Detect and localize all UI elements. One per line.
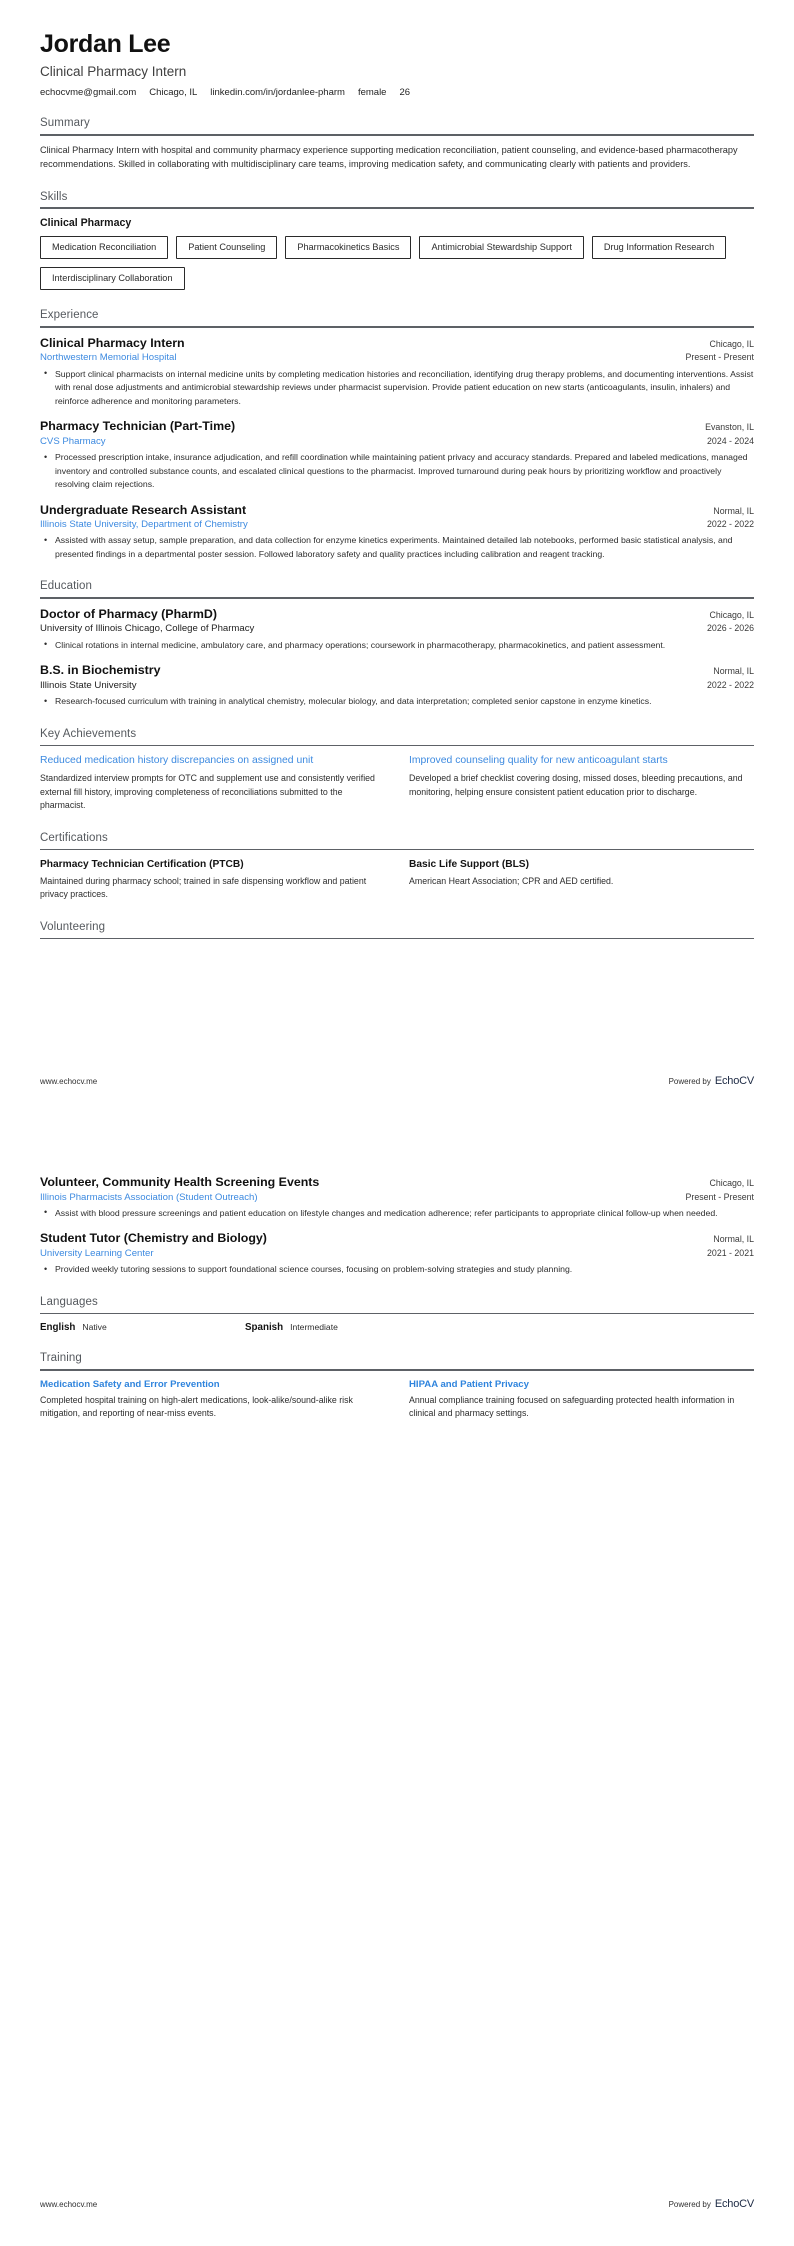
bullet-item: • Processed prescription intake, insurance adjudication, and refill coordination while maintaining patient privacy and accuracy standards. Prepared and labeled medications, managed inventory and controlled substance counts, and escalated clinical questions to the pharmacist. Improved turnaround during peak hours by prioritizing workflow and proactively resolving claim rejections. xyxy=(53,451,754,491)
language-level: Intermediate xyxy=(290,1322,338,1333)
education-bullets xyxy=(40,695,754,708)
volunteering-organization[interactable]: University Learning Center xyxy=(40,1247,154,1259)
experience-bullets xyxy=(40,451,754,491)
education-dates: 2022 - 2022 xyxy=(707,679,754,690)
certification-title: Basic Life Support (BLS) xyxy=(409,859,529,871)
footer-powered-label: Powered by xyxy=(668,2200,711,2209)
section-title-skills: Skills xyxy=(40,190,68,203)
volunteering-entry xyxy=(40,1231,754,1276)
experience-role: Pharmacy Technician (Part-Time) xyxy=(40,419,236,434)
experience-dates: 2022 - 2022 xyxy=(707,519,754,529)
footer-url[interactable]: www.echocv.me xyxy=(40,1077,98,1086)
contact-location: Chicago, IL xyxy=(149,87,198,99)
experience-dates: 2024 - 2024 xyxy=(707,435,754,446)
candidate-headline: Clinical Pharmacy Intern xyxy=(40,63,187,79)
certification-description: American Heart Association; CPR and AED certified. xyxy=(409,875,614,886)
achievement-item xyxy=(409,754,754,813)
achievement-description: Developed a brief checklist covering dosing, missed doses, bleeding precautions, and monitoring, helping ensure consistent patient education prior to discharge. xyxy=(409,773,743,797)
education-location: Normal, IL xyxy=(713,666,754,677)
footer-powered-label: Powered by xyxy=(668,1077,711,1086)
section-divider xyxy=(40,326,754,328)
training-description: Completed hospital training on high-alert medications, look-alike/sound-alike risk mitigation, and reporting of near-miss events. xyxy=(40,1394,353,1419)
volunteering-location: Normal, IL xyxy=(713,1234,754,1245)
language-item xyxy=(245,1322,450,1333)
experience-entry xyxy=(40,336,754,408)
skill-tag[interactable]: Medication Reconciliation xyxy=(40,236,168,259)
section-skills xyxy=(40,191,754,291)
training-description: Annual compliance training focused on safeguarding protected health information in clinical and pharmacy settings. xyxy=(409,1394,735,1419)
languages-row xyxy=(40,1322,754,1333)
contact-gender: female xyxy=(357,87,387,99)
experience-role: Undergraduate Research Assistant xyxy=(40,502,247,517)
section-title-certifications: Certifications xyxy=(40,832,108,845)
footer-powered-by xyxy=(669,1075,754,1087)
language-item xyxy=(40,1322,245,1333)
contact-row xyxy=(40,87,754,98)
achievement-description: Standardized interview prompts for OTC and supplement use and consistently verified external fill history, improving completeness of reconciliations submitted to the pharmacist. xyxy=(40,773,375,811)
section-training xyxy=(40,1352,754,1421)
achievement-item xyxy=(40,754,385,813)
section-divider xyxy=(40,207,754,209)
footer-brand[interactable]: EchoCV xyxy=(714,2198,754,2210)
language-name: Spanish xyxy=(245,1322,284,1334)
education-degree: B.S. in Biochemistry xyxy=(40,663,161,678)
experience-entry xyxy=(40,503,754,562)
section-title-education: Education xyxy=(40,580,93,593)
language-level: Native xyxy=(82,1322,107,1333)
achievement-title[interactable]: Reduced medication history discrepancies on assigned unit xyxy=(40,755,314,767)
section-divider xyxy=(40,745,754,747)
certification-item xyxy=(409,858,754,902)
section-title-languages: Languages xyxy=(40,1295,98,1308)
volunteering-role: Student Tutor (Chemistry and Biology) xyxy=(40,1231,267,1246)
page-footer xyxy=(40,1075,754,1087)
experience-organization[interactable]: Illinois State University, Department of Chemistry xyxy=(40,519,248,530)
candidate-name: Jordan Lee xyxy=(40,30,171,58)
certification-description: Maintained during pharmacy school; trained in safe dispensing workflow and patient privacy practices. xyxy=(40,875,367,900)
achievement-title[interactable]: Improved counseling quality for new anticoagulant starts xyxy=(409,755,668,767)
experience-bullets xyxy=(40,368,754,408)
section-education xyxy=(40,580,754,708)
section-title-training: Training xyxy=(40,1352,82,1365)
bullet-item: • Assisted with assay setup, sample preparation, and data collection for enzyme kinetics experiments. Maintained detailed lab notebooks, performed basic statistical analysis, and presented findings in a departmental poster session. Followed laboratory safety and quality practices including calibration and reagent tracking. xyxy=(53,534,754,561)
education-entry xyxy=(40,663,754,708)
certification-item xyxy=(40,858,385,902)
skill-tag[interactable]: Pharmacokinetics Basics xyxy=(285,236,411,259)
page-footer xyxy=(40,2198,754,2210)
education-dates: 2026 - 2026 xyxy=(707,623,754,634)
volunteering-bullets xyxy=(40,1263,754,1276)
education-bullets xyxy=(40,639,754,652)
section-divider xyxy=(40,1313,754,1315)
bullet-item: • Clinical rotations in internal medicine, ambulatory care, and pharmacy operations; coursework in pharmacotherapy, pharmacokinetics, and patient assessment. xyxy=(53,639,754,652)
education-degree: Doctor of Pharmacy (PharmD) xyxy=(40,606,217,621)
contact-email[interactable]: echocvme@gmail.com xyxy=(40,87,137,99)
section-languages xyxy=(40,1296,754,1333)
experience-role: Clinical Pharmacy Intern xyxy=(40,335,185,350)
section-title-summary: Summary xyxy=(40,117,90,130)
education-institution: University of Illinois Chicago, College of Pharmacy xyxy=(40,623,255,635)
summary-text: Clinical Pharmacy Intern with hospital and community pharmacy experience supporting medication reconciliation, patient counseling, and evidence-based pharmacotherapy recommendations. Skilled in collaborating with multidisciplinary care teams, improving medication safety, and communicating clearly with patients and providers. xyxy=(40,144,738,169)
section-title-volunteering: Volunteering xyxy=(40,920,106,933)
section-title-key-achievements: Key Achievements xyxy=(40,727,137,740)
section-volunteering xyxy=(40,1175,754,1277)
section-title-experience: Experience xyxy=(40,309,99,322)
section-volunteering-heading xyxy=(40,921,754,939)
volunteering-role: Volunteer, Community Health Screening Events xyxy=(40,1175,320,1189)
bullet-item: • Assist with blood pressure screenings and patient education on lifestyle changes and medication adherence; refer participants to appropriate clinical follow-up when needed. xyxy=(53,1207,754,1220)
resume-page-2 xyxy=(0,1123,794,2246)
education-location: Chicago, IL xyxy=(709,609,754,620)
section-summary xyxy=(40,117,754,171)
skill-group-name: Clinical Pharmacy xyxy=(40,217,132,230)
section-key-achievements xyxy=(40,728,754,813)
achievements-grid xyxy=(40,754,754,813)
footer-url[interactable]: www.echocv.me xyxy=(40,2200,98,2209)
skill-group xyxy=(40,217,754,290)
experience-organization[interactable]: Northwestern Memorial Hospital xyxy=(40,352,177,364)
certifications-grid xyxy=(40,858,754,902)
skill-tag[interactable]: Drug Information Research xyxy=(592,236,726,259)
language-name: English xyxy=(40,1322,76,1334)
experience-bullets xyxy=(40,534,754,561)
training-item xyxy=(409,1379,754,1421)
footer-powered-by xyxy=(669,2198,754,2210)
skill-tag-row xyxy=(40,236,754,290)
certification-title: Pharmacy Technician Certification (PTCB) xyxy=(40,859,244,871)
volunteering-entry xyxy=(40,1175,754,1220)
education-institution: Illinois State University xyxy=(40,679,137,691)
volunteering-location: Chicago, IL xyxy=(709,1178,754,1188)
contact-linkedin[interactable]: linkedin.com/in/jordanlee-pharm xyxy=(210,87,345,99)
volunteering-organization[interactable]: Illinois Pharmacists Association (Student Outreach) xyxy=(40,1191,258,1203)
skill-tag[interactable]: Antimicrobial Stewardship Support xyxy=(419,236,583,259)
training-title[interactable]: HIPAA and Patient Privacy xyxy=(409,1378,529,1390)
experience-location: Normal, IL xyxy=(713,505,754,516)
bullet-item: • Research-focused curriculum with training in analytical chemistry, molecular biology, and data interpretation; completed senior capstone in enzyme kinetics. xyxy=(53,695,754,708)
resume-header xyxy=(40,0,754,98)
section-divider xyxy=(40,1369,754,1371)
experience-location: Evanston, IL xyxy=(705,422,754,433)
training-grid xyxy=(40,1379,754,1421)
section-divider xyxy=(40,134,754,136)
section-divider xyxy=(40,938,754,940)
experience-entry xyxy=(40,419,754,491)
experience-location: Chicago, IL xyxy=(709,338,754,349)
experience-dates: Present - Present xyxy=(685,352,754,363)
education-entry xyxy=(40,607,754,652)
contact-age: 26 xyxy=(399,87,411,99)
footer-brand[interactable]: EchoCV xyxy=(714,1075,754,1087)
section-experience xyxy=(40,309,754,561)
bullet-item: • Support clinical pharmacists on internal medicine units by completing medication histories and reconciliation, identifying drug therapy problems, and documenting interventions. Assist with renal dose adjustments and antimicrobial stewardship reviews under pharmacist supervision. Provide patient education on new starts (anticoagulants, insulin, inhalers) and reinforce adherence and monitoring parameters. xyxy=(53,368,754,408)
training-title[interactable]: Medication Safety and Error Prevention xyxy=(40,1378,220,1390)
skill-tag[interactable]: Interdisciplinary Collaboration xyxy=(40,267,185,290)
volunteering-dates: 2021 - 2021 xyxy=(707,1247,754,1258)
training-item xyxy=(40,1379,385,1421)
section-divider xyxy=(40,597,754,599)
bullet-item: • Provided weekly tutoring sessions to support foundational science courses, focusing on problem-solving strategies and study planning. xyxy=(53,1263,754,1276)
experience-organization[interactable]: CVS Pharmacy xyxy=(40,435,106,447)
section-divider xyxy=(40,849,754,851)
section-certifications xyxy=(40,832,754,902)
volunteering-bullets xyxy=(40,1207,754,1220)
volunteering-dates: Present - Present xyxy=(685,1191,754,1202)
skill-tag[interactable]: Patient Counseling xyxy=(176,236,277,259)
